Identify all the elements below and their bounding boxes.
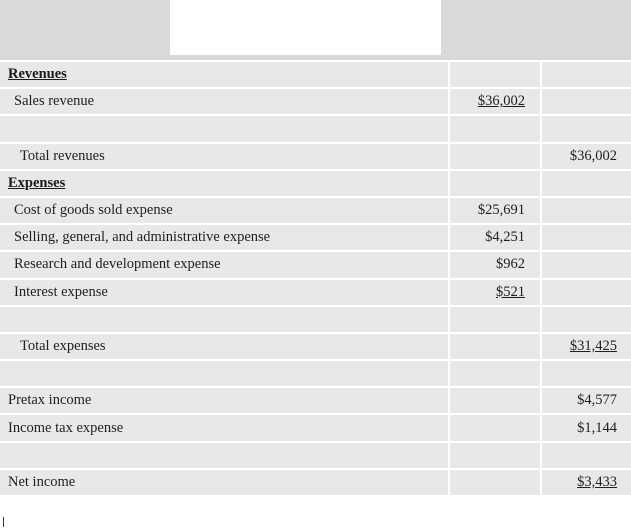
table-row-blank bbox=[0, 306, 631, 333]
table-row-expense bbox=[0, 197, 631, 224]
total-expenses-label: Total expenses bbox=[20, 337, 106, 354]
table-row-income-tax bbox=[0, 414, 631, 441]
table-row-total-revenues bbox=[0, 143, 631, 170]
expense-amount: $25,691 bbox=[477, 202, 525, 219]
total-expenses-amount: $31,425 bbox=[569, 337, 617, 354]
table-row-blank bbox=[0, 442, 631, 469]
title-box bbox=[170, 0, 441, 55]
table-row-total-expenses bbox=[0, 333, 631, 360]
expenses-heading: Expenses bbox=[8, 174, 66, 191]
table-row-pretax-income bbox=[0, 387, 631, 414]
net-income-amount: $3,433 bbox=[577, 473, 617, 490]
income-statement-table bbox=[0, 61, 631, 496]
text-cursor bbox=[3, 517, 4, 527]
table-row-expense bbox=[0, 224, 631, 251]
income-tax-label: Income tax expense bbox=[8, 419, 124, 436]
table-row-expense bbox=[0, 251, 631, 278]
revenues-heading: Revenues bbox=[8, 66, 67, 83]
table-row-blank bbox=[0, 360, 631, 387]
expense-label: Cost of goods sold expense bbox=[14, 202, 173, 219]
income-tax-amount: $1,144 bbox=[577, 419, 617, 436]
pretax-income-amount: $4,577 bbox=[577, 392, 617, 409]
table-row-sales-revenue bbox=[0, 88, 631, 115]
pretax-income-label: Pretax income bbox=[8, 392, 92, 409]
sales-revenue-amount: $36,002 bbox=[477, 93, 525, 110]
sales-revenue-label: Sales revenue bbox=[14, 93, 95, 110]
total-revenues-label: Total revenues bbox=[20, 147, 105, 164]
expense-label: Interest expense bbox=[14, 283, 108, 300]
expense-label: Research and development expense bbox=[14, 256, 221, 273]
table-row-net-income bbox=[0, 469, 631, 496]
expense-amount: $4,251 bbox=[485, 229, 525, 246]
net-income-label: Net income bbox=[8, 473, 76, 490]
table-row-expenses-heading bbox=[0, 170, 631, 197]
total-revenues-amount: $36,002 bbox=[569, 147, 617, 164]
table-row-revenues-heading bbox=[0, 61, 631, 88]
table-row-blank bbox=[0, 115, 631, 142]
expense-amount: $521 bbox=[496, 283, 525, 300]
expense-amount: $962 bbox=[496, 256, 525, 273]
expense-label: Selling, general, and administrative expense bbox=[14, 229, 271, 246]
table-row-expense bbox=[0, 279, 631, 306]
